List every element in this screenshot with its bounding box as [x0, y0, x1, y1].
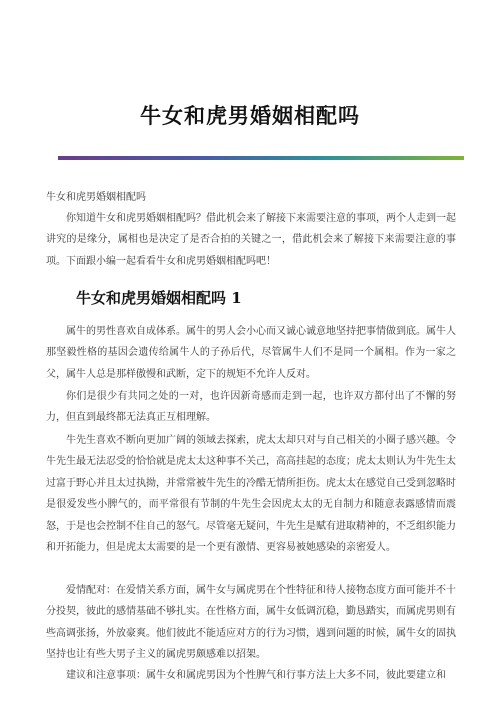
body-paragraph: 爱情配对：在爱情关系方面，属牛女与属虎男在个性特征和待人接物态度方面可能并不十分投契，彼此的感情基础不够扎实。在性格方面，属牛女低调沉稳，勤恳踏实，而属虎男则有些高调张扬，外放豪爽。他们彼此不能适应对方的行为习惯，遇到问题的时候，属牛女的固执坚持也让有些大男子主义的属虎男颇感难以招架。: [46, 585, 456, 661]
body-paragraph: 牛先生喜欢不断向更加广阔的领域去探索，虎太太却只对与自己相关的小圈子感兴趣。令牛先生最无法忍受的恰恰就是虎太太这种事不关己，高高挂起的态度；虎太太则认为牛先生太过富于野心并且太过执拗，并常常被牛先生的冷酷无情所拒伤。虎太太在感觉自己受到忽略时是很爱发些小脾气的，而平常很有节制的牛先生会因虎太太的无自制力和随意表露感情而震怒，于是也会控制不住自己的怒气。尽管毫无疑问，牛先生是赋有进取精神的，不乏组织能力和开拓能力，但是虎太太需要的是一个更有激情、更容易被她感染的亲密爱人。: [46, 435, 456, 554]
intro-paragraph: 你知道牛女和虎男婚姻相配吗？借此机会来了解接下来需要注意的事项，两个人走到一起讲究的是缘分，属相也是决定了是否合拍的关键之一，借此机会来了解接下来需要注意的事项。下面跟小编一起看看牛女和虎男婚姻相配吗吧！: [46, 213, 456, 267]
document-title: 牛女和虎男婚姻相配吗: [140, 103, 360, 128]
body-paragraph: 你们是很少有共同之处的一对，也许因新奇感而走到一起，也许双方都付出了不懈的努力，但直到最终都无法真正互相理解。: [46, 391, 456, 424]
section-heading: 牛女和虎男婚姻相配吗 1: [76, 289, 242, 307]
body-paragraph: 属牛的男性喜欢自成体系。属牛的男人会小心而又诚心诚意地坚持把事情做到底。属牛人那坚毅性格的基因会遗传给属牛人的子孙后代，尽管属牛人们不是同一个属相。作为一家之父，属牛人总是那样傲慢和武断，定下的规矩不允许人反对。: [46, 326, 456, 380]
title-divider: [58, 156, 464, 160]
body-paragraph: 建议和注意事项：属牛女和属虎男因为个性脾气和行事方法上大多不同，彼此要建立和: [66, 670, 446, 681]
document-subtitle: 牛女和虎男婚姻相配吗: [46, 192, 146, 203]
